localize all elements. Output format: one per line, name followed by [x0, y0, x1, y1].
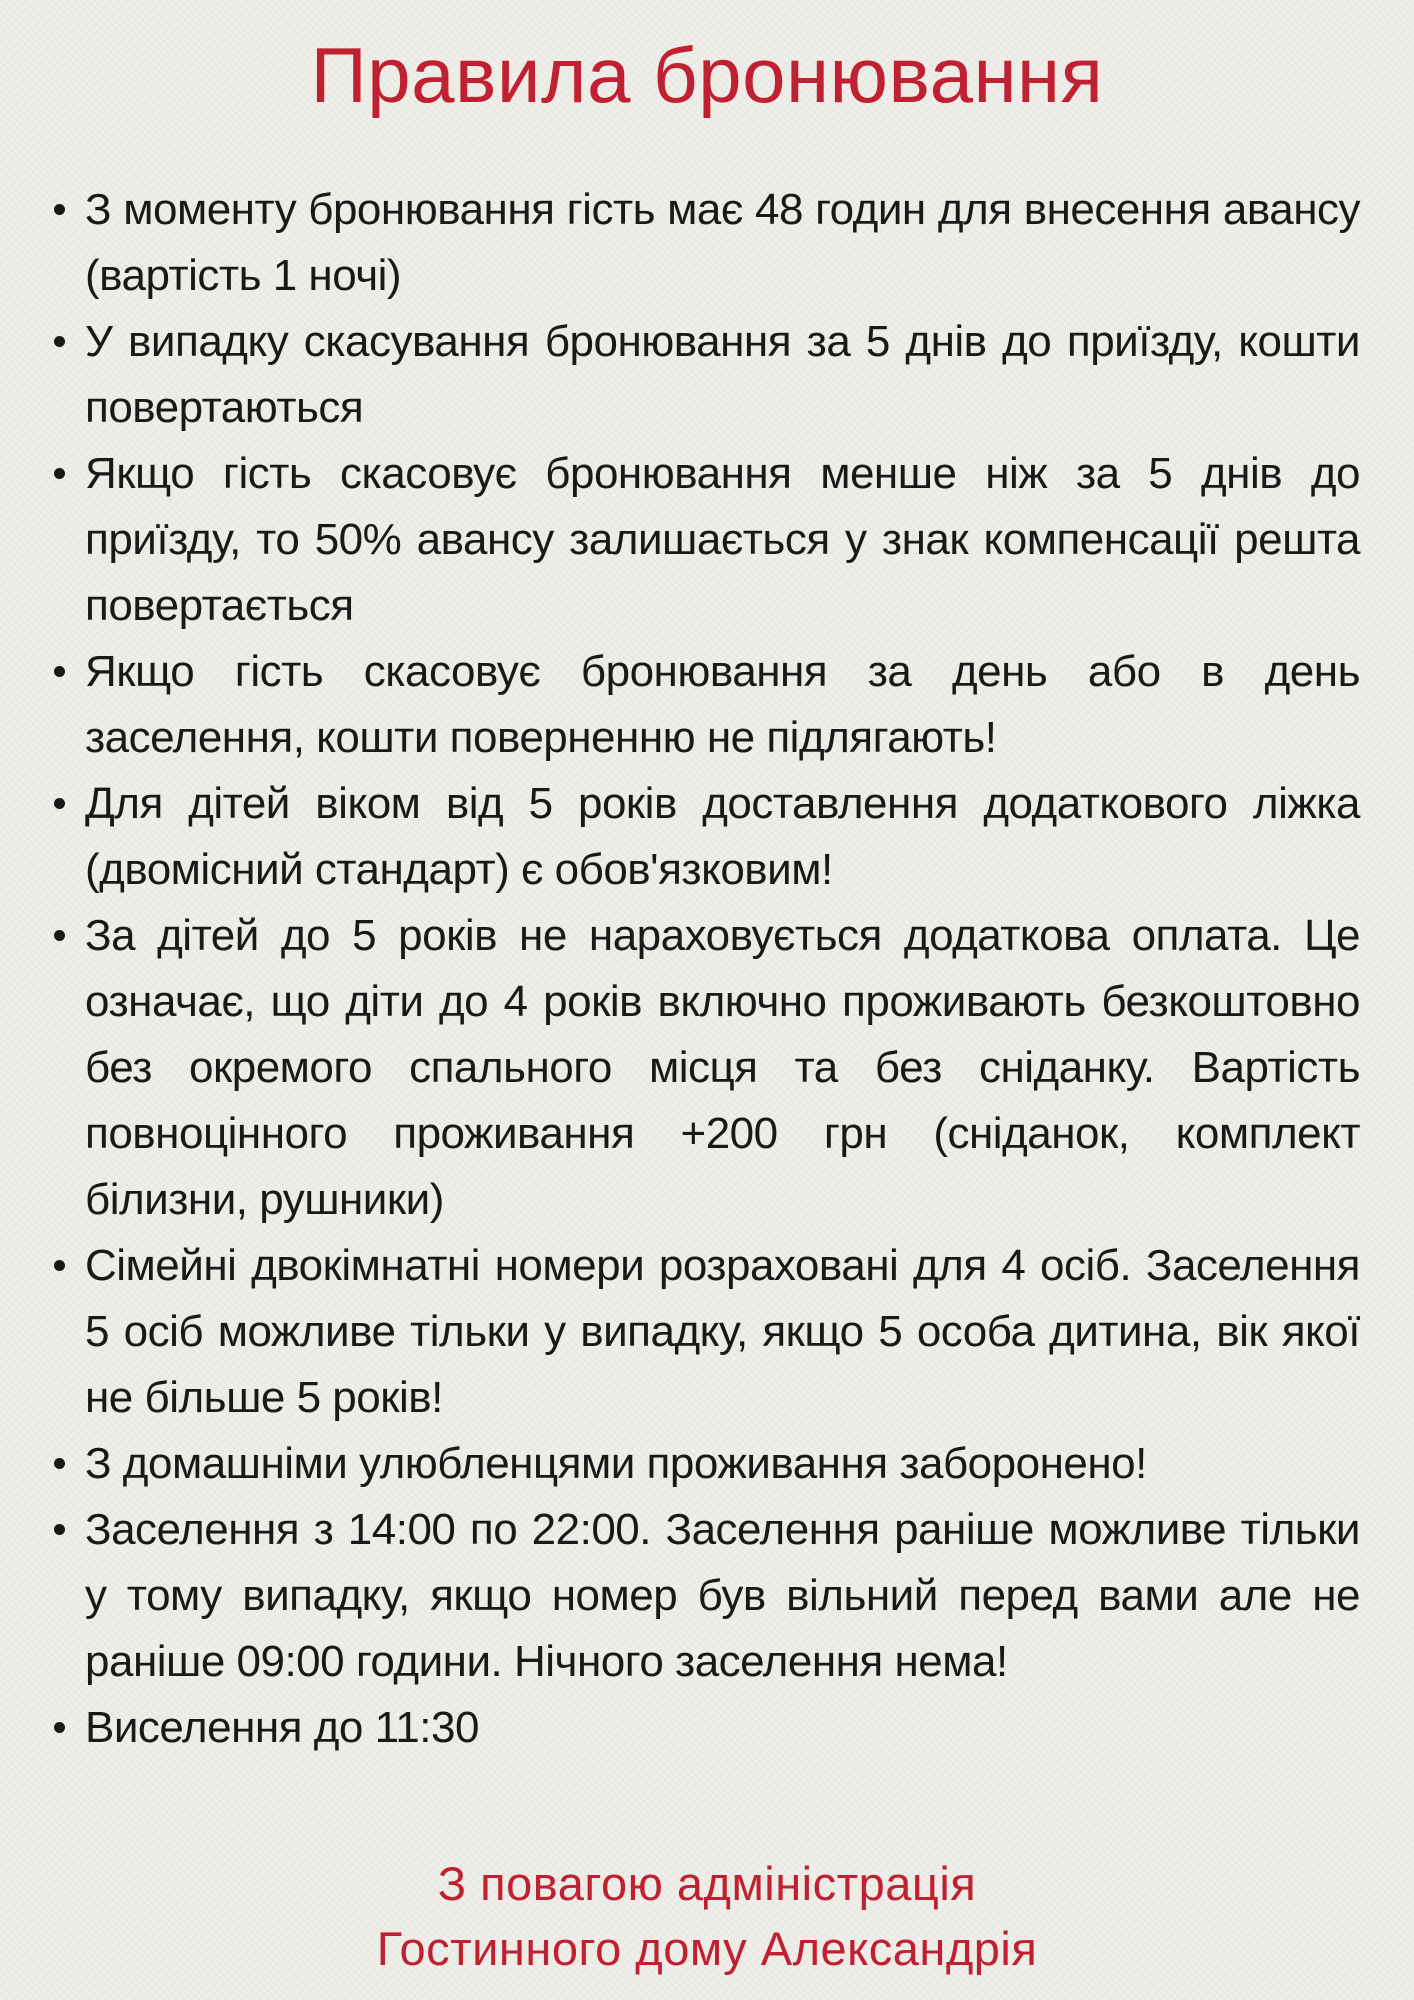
rule-item [85, 441, 1360, 639]
rule-item [85, 903, 1360, 1233]
rule-text: Виселення до 11:30 [85, 1703, 479, 1752]
rule-text: Якщо гість скасовує бронювання менше ніж за 5 днів до приїзду, то 50% авансу залишається у знак компенсації решта повертається [85, 449, 1360, 630]
page-title: Правила бронювання [310, 31, 1104, 119]
rule-item [85, 309, 1360, 441]
bullet-dot-icon [54, 468, 65, 479]
bullet-dot-icon [54, 1524, 65, 1535]
rule-text: У випадку скасування бронювання за 5 днів до приїзду, кошти повертаються [85, 317, 1360, 432]
rule-item [85, 1431, 1360, 1497]
rule-item [85, 1695, 1360, 1761]
rule-item [85, 639, 1360, 771]
bullet-dot-icon [54, 204, 65, 215]
footer-line-2: Гостинного дому Александрія [376, 1922, 1038, 1975]
bullet-dot-icon [54, 1722, 65, 1733]
bullet-dot-icon [54, 930, 65, 941]
rules-list [85, 177, 1360, 1761]
rule-item [85, 771, 1360, 903]
rule-text: З моменту бронювання гість має 48 годин для внесення авансу (вартість 1 ночі) [85, 185, 1360, 300]
rule-text: Сімейні двокімнатні номери розраховані для 4 осіб. Заселення 5 осіб можливе тільки у випадку, якщо 5 особа дитина, вік якої не більше 5 років! [85, 1241, 1360, 1422]
bullet-dot-icon [54, 336, 65, 347]
rule-text: За дітей до 5 років не нараховується додаткова оплата. Це означає, що діти до 4 років включно проживають безкоштовно без окремого спального місця та без сніданку. Вартість повноцінного проживання +200 грн (сніданок, комплект білизни, рушники) [85, 911, 1360, 1224]
rule-text: З домашніми улюбленцями проживання заборонено! [85, 1439, 1147, 1488]
rule-item [85, 1233, 1360, 1431]
rule-item [85, 1497, 1360, 1695]
bullet-dot-icon [54, 1458, 65, 1469]
bullet-dot-icon [54, 798, 65, 809]
rule-item [85, 177, 1360, 309]
rule-text: Для дітей віком від 5 років доставлення додаткового ліжка (двомісний стандарт) є обов'язковим! [85, 779, 1360, 894]
footer-signature [0, 1851, 1414, 1981]
bullet-dot-icon [54, 666, 65, 677]
rule-text: Заселення з 14:00 по 22:00. Заселення раніше можливе тільки у тому випадку, якщо номер був вільний перед вами але не раніше 09:00 години. Нічного заселення нема! [85, 1505, 1360, 1686]
footer-line-1: З повагою адміністрація [437, 1857, 977, 1910]
bullet-dot-icon [54, 1260, 65, 1271]
rule-text: Якщо гість скасовує бронювання за день або в день заселення, кошти поверненню не підлягають! [85, 647, 1360, 762]
